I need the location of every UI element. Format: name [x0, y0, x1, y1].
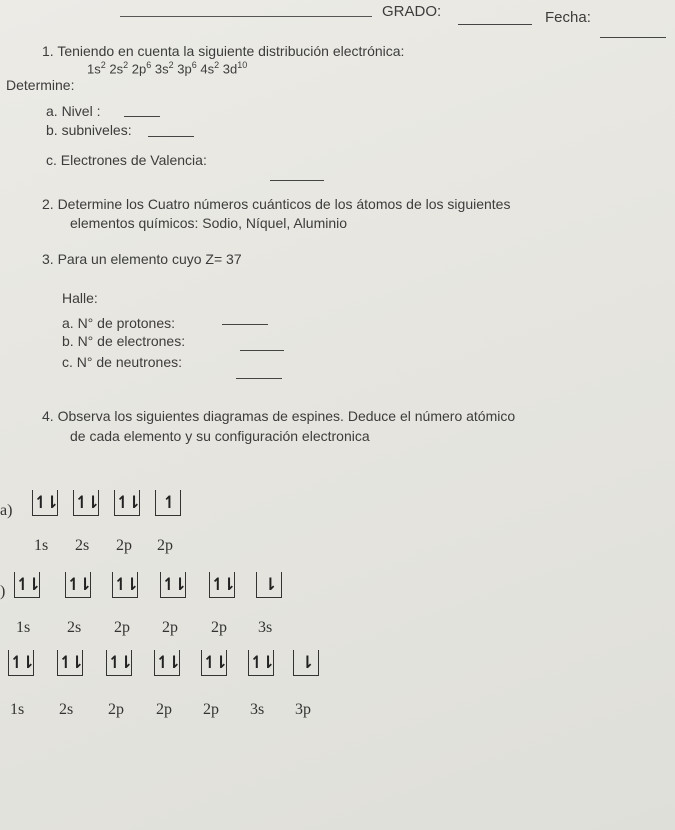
config-electron-count: 6 [191, 60, 197, 70]
q2-line1: 2. Determine los Cuatro números cuánticos de los átomos de los siguientes [42, 196, 511, 212]
q1-b-blank [148, 136, 194, 137]
orbital-label: 2p [116, 537, 132, 554]
orbital-label: 3p [295, 701, 311, 718]
orbital-box: ↿⇂ [201, 650, 227, 676]
orbital-label: 2s [67, 619, 82, 636]
orbital-label: 1s [34, 537, 49, 554]
grado-blank [458, 24, 532, 25]
q1-a-blank [124, 116, 160, 117]
config-orbital: 1s [87, 61, 101, 77]
q1-c-valencia: c. Electrones de Valencia: [46, 152, 207, 168]
orbital-label: 2s [75, 537, 90, 554]
halle-label: Halle: [62, 290, 98, 306]
q1-prompt: 1. Teniendo en cuenta la siguiente distribución electrónica: [42, 43, 405, 59]
orbital-label: 2p [162, 619, 178, 636]
fecha-label: Fecha: [545, 9, 591, 26]
orbital-label: 2p [157, 537, 173, 554]
q3-b-electrones: b. N° de electrones: [62, 333, 186, 349]
config-orbital: 2s [109, 61, 124, 77]
orbital-box: ↿⇂ [8, 650, 34, 676]
grado-label: GRADO: [382, 3, 442, 20]
config-electron-count: 2 [100, 60, 106, 70]
orbital-label: 2p [203, 701, 219, 718]
q3-a-protones: a. N° de protones: [62, 315, 175, 331]
orbital-label: 1s [10, 701, 25, 718]
orbital-box: ↿⇂ [57, 650, 83, 676]
q4-line2: de cada elemento y su configuración electronica [70, 428, 370, 444]
orbital-box: ⇂ [293, 650, 319, 676]
config-orbital: 4s [200, 61, 215, 77]
orbital-box: ↿⇂ [106, 650, 132, 676]
q4-line1: 4. Observa los siguientes diagramas de espines. Deduce el número atómico [42, 408, 516, 424]
orbital-box: ↿⇂ [209, 572, 235, 598]
config-electron-count: 2 [123, 60, 129, 70]
q1-a-nivel: a. Nivel : [46, 103, 101, 119]
q3-c-neutrones: c. N° de neutrones: [62, 354, 182, 370]
q3-a-blank [222, 324, 268, 325]
diagram-b-label: ) [0, 583, 6, 600]
q3-c-blank [236, 378, 282, 379]
fecha-blank [600, 37, 666, 38]
q1-c-blank [270, 180, 324, 181]
orbital-box: ↿⇂ [65, 572, 91, 598]
orbital-box: ↿⇂ [14, 572, 40, 598]
config-orbital: 3d [222, 61, 238, 77]
diagram-a-label: a) [0, 502, 13, 519]
config-orbital: 3s [154, 61, 169, 77]
name-line [120, 16, 372, 17]
config-orbital: 3p [177, 61, 192, 77]
determine-label: Determine: [6, 77, 75, 93]
orbital-box: ↿⇂ [32, 490, 58, 516]
orbital-box: ↿ [155, 490, 181, 516]
config-electron-count: 2 [168, 60, 174, 70]
q3-b-blank [240, 350, 284, 351]
orbital-label: 2p [211, 619, 227, 636]
orbital-label: 2p [156, 701, 172, 718]
orbital-label: 3s [250, 701, 265, 718]
orbital-box: ↿⇂ [160, 572, 186, 598]
orbital-label: 2s [59, 701, 74, 718]
orbital-label: 1s [16, 619, 31, 636]
orbital-box: ⇂ [256, 572, 282, 598]
orbital-label: 3s [258, 619, 273, 636]
orbital-label: 2p [114, 619, 130, 636]
q1-b-subniveles: b. subniveles: [46, 122, 132, 138]
electron-configuration [87, 60, 247, 76]
q2-line2: elementos químicos: Sodio, Níquel, Aluminio [70, 215, 348, 231]
config-electron-count: 6 [146, 60, 152, 70]
q3-prompt: 3. Para un elemento cuyo Z= 37 [42, 251, 242, 267]
orbital-box: ↿⇂ [114, 490, 140, 516]
config-electron-count: 2 [214, 60, 220, 70]
orbital-label: 2p [108, 701, 124, 718]
orbital-box: ↿⇂ [73, 490, 99, 516]
config-electron-count: 10 [237, 60, 248, 70]
orbital-box: ↿⇂ [154, 650, 180, 676]
orbital-box: ↿⇂ [248, 650, 274, 676]
orbital-box: ↿⇂ [112, 572, 138, 598]
config-orbital: 2p [131, 61, 147, 77]
